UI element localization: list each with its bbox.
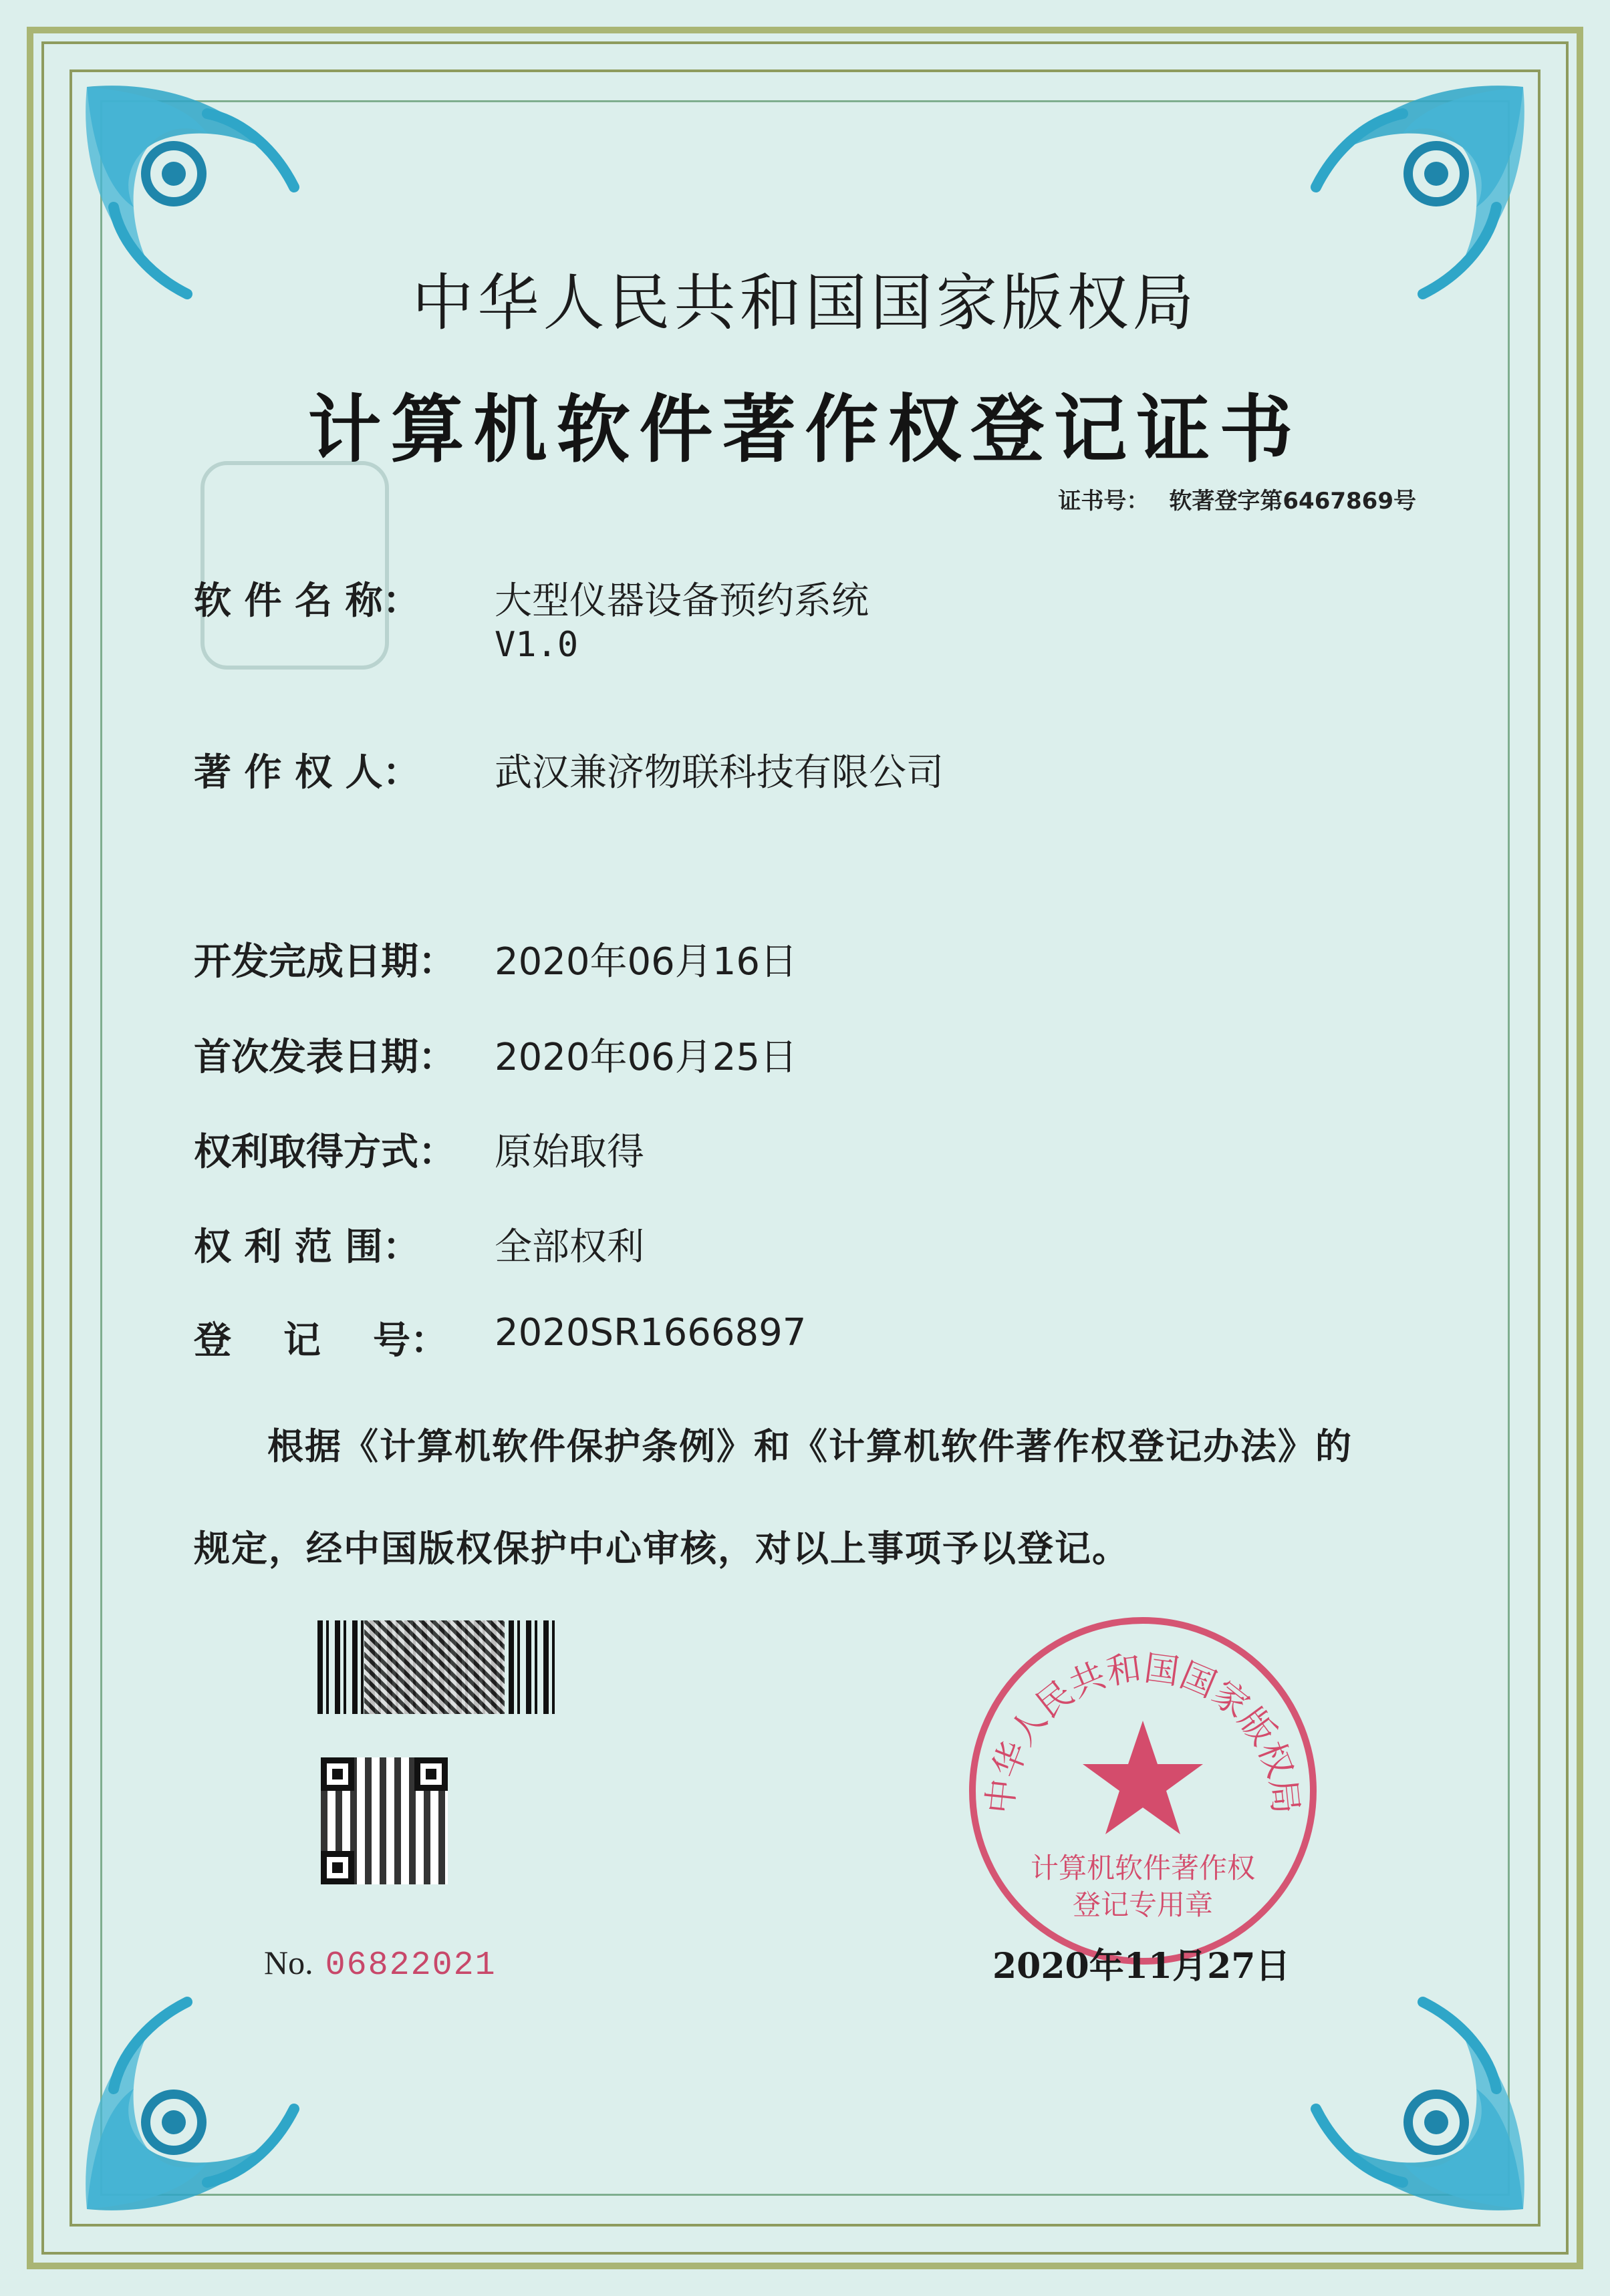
barcode [317, 1620, 558, 1714]
document-title: 计算机软件著作权登记证书 [307, 387, 1303, 472]
field-value: 武汉兼济物联科技有限公司 [495, 751, 944, 795]
field-acquisition-method [194, 1123, 644, 1176]
field-label: 权 利 范 围： [194, 1226, 420, 1269]
seal-inner-line-2: 登记专用章 [1072, 1888, 1214, 1921]
field-value: 全部权利 [495, 1226, 644, 1269]
statement-line-1: 根据《计算机软件保护条例》和《计算机软件著作权登记办法》的 [267, 1425, 1353, 1467]
certificate-number [1058, 482, 1416, 515]
field-software-name [194, 571, 869, 665]
field-rights-scope [194, 1217, 644, 1271]
field-development-date [194, 932, 797, 986]
certificate-number-value: 软著登字第6467869号 [1169, 488, 1416, 515]
star-icon [1083, 1721, 1203, 1834]
field-label: 登 记 号： [194, 1319, 448, 1362]
seal-inner-line-1: 计算机软件著作权 [1030, 1852, 1256, 1884]
qr-code [321, 1757, 448, 1884]
field-value: 2020年06月25日 [495, 1036, 798, 1079]
corner-ornament-icon [1296, 1982, 1536, 2222]
issuing-authority: 中华人民共和国国家版权局 [412, 267, 1198, 339]
serial-label: No. [264, 1944, 313, 1981]
field-label: 首次发表日期： [194, 1036, 456, 1079]
field-registration-number [194, 1311, 806, 1365]
field-label: 软 件 名 称： [194, 579, 420, 623]
official-seal [962, 1610, 1323, 1971]
field-label: 权利取得方式： [194, 1131, 456, 1174]
field-label: 著 作 权 人： [194, 751, 420, 795]
serial-number [264, 1943, 497, 1985]
field-value: 2020年06月16日 [495, 940, 798, 984]
field-value-version: V1.0 [495, 625, 579, 665]
statement-line-2: 规定，经中国版权保护中心审核，对以上事项予以登记。 [194, 1528, 1129, 1570]
field-value: 大型仪器设备预约系统 [495, 579, 869, 623]
certificate-number-label: 证书号： [1058, 488, 1150, 515]
issue-date: 2020年11月27日 [992, 1946, 1291, 1987]
corner-ornament-icon [74, 1982, 314, 2222]
field-publish-date [194, 1028, 797, 1081]
field-copyright-owner [194, 743, 944, 797]
field-value: 原始取得 [495, 1131, 644, 1174]
field-label: 开发完成日期： [194, 940, 456, 984]
field-value: 2020SR1666897 [495, 1311, 807, 1354]
serial-value: 06822021 [325, 1947, 497, 1985]
seal-outer-text: 中华人民共和国国家版权局 [980, 1648, 1306, 1816]
